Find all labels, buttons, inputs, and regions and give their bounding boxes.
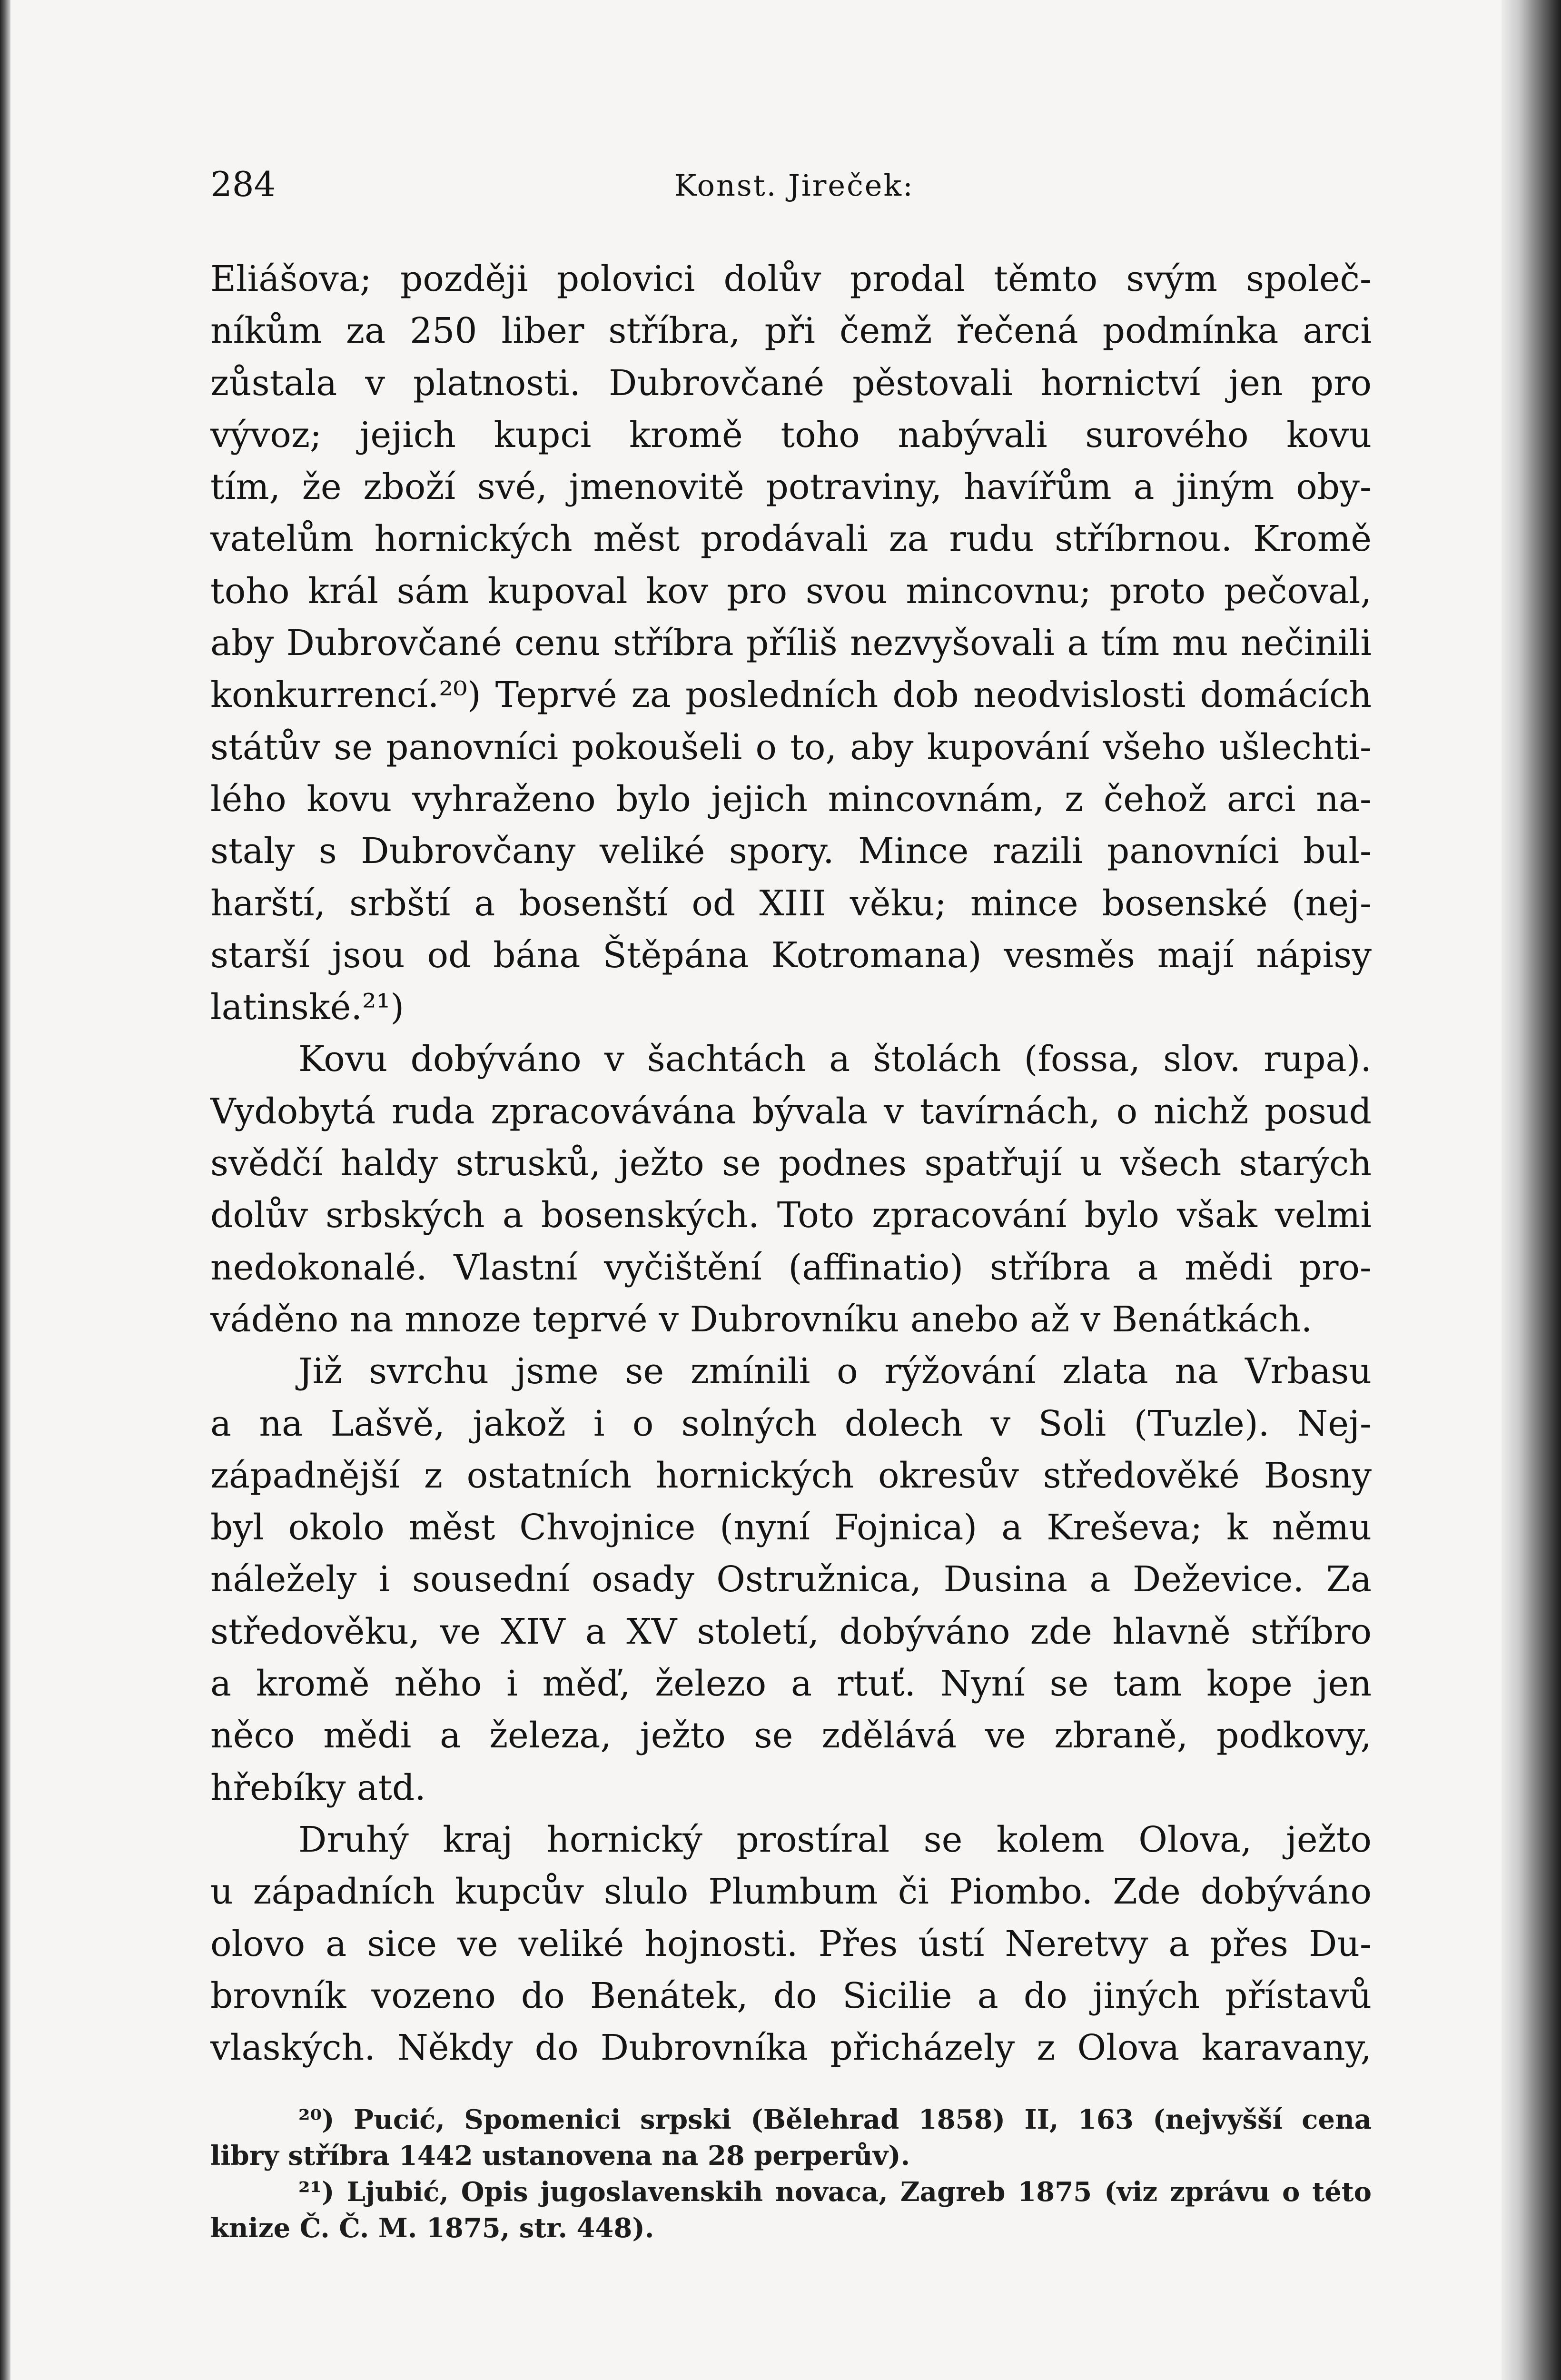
text-line: hřebíky atd. — [210, 1767, 426, 1808]
text-line: váděno na mnoze teprvé v Dubrovníku anebo až v Benátkách. — [210, 1299, 1313, 1340]
footnote-line: libry stříbra 1442 ustanovena na 28 perperův). — [210, 2140, 910, 2172]
text-line: staly s Dubrovčany veliké spory. Mince razili panovníci bul- — [210, 831, 1372, 872]
text-line: Druhý kraj hornický prostíral se kolem Olova, ježto — [298, 1819, 1372, 1860]
text-line: olovo a sice ve veliké hojnosti. Přes ústí Neretvy a přes Du- — [210, 1923, 1372, 1964]
footnote-line: ²⁰) Pucić, Spomenici srpski (Bělehrad 1858) II, 163 (nejvyšší cena — [298, 2104, 1372, 2135]
text-line: svědčí haldy strusků, ježto se podnes spatřují u všech starých — [210, 1143, 1372, 1184]
text-line: zůstala v platnosti. Dubrovčané pěstovali hornictví jen pro — [210, 362, 1372, 404]
page-number: 284 — [210, 164, 276, 204]
text-line: něco mědi a železa, ježto se zdělává ve zbraně, podkovy, — [210, 1715, 1372, 1756]
text-line: vlaských. Někdy do Dubrovníka přicházely z Olova karavany, — [210, 2027, 1372, 2069]
page-right-edge — [1502, 0, 1561, 2380]
text-line: nedokonalé. Vlastní vyčištění (affinatio) stříbra a mědi pro- — [210, 1247, 1372, 1288]
text-line: u západních kupcův slulo Plumbum či Piombo. Zde dobýváno — [210, 1871, 1372, 1913]
text-line: Eliášova; později polovici dolův prodal těmto svým společ- — [210, 258, 1372, 299]
text-line: a na Lašvě, jakož i o solných dolech v Soli (Tuzle). Nej- — [210, 1403, 1372, 1444]
text-line: konkurrencí.²⁰) Teprvé za posledních dob neodvislosti domácích — [210, 674, 1372, 716]
text-line: starší jsou od bána Štěpána Kotromana) vesměs mají nápisy — [210, 934, 1372, 976]
text-line: Již svrchu jsme se zmínili o rýžování zlata na Vrbasu — [298, 1351, 1372, 1392]
text-line: státův se panovníci pokoušeli o to, aby kupování všeho ušlechti- — [210, 726, 1372, 768]
running-head: Konst. Jireček: — [674, 168, 914, 203]
text-line: západnější z ostatních hornických okresův středověké Bosny — [210, 1455, 1372, 1496]
text-line: harští, srbští a bosenští od XIII věku; mince bosenské (nej- — [210, 883, 1372, 924]
text-line: středověku, ve XIV a XV století, dobýváno zde hlavně stříbro — [210, 1611, 1372, 1652]
text-line: vývoz; jejich kupci kromě toho nabývali surového kovu — [210, 414, 1372, 456]
text-line: latinské.²¹) — [210, 987, 405, 1028]
text-line: lého kovu vyhraženo bylo jejich mincovnám, z čehož arci na- — [210, 778, 1372, 820]
footnote-line: knize Č. Č. M. 1875, str. 448). — [210, 2212, 654, 2244]
text-line: Kovu dobýváno v šachtách a štolách (fossa, slov. rupa). — [298, 1039, 1372, 1080]
page-header — [210, 164, 1369, 207]
footnote-line: ²¹) Ljubić, Opis jugoslavenskih novaca, Zagreb 1875 (viz zprávu o této — [298, 2176, 1372, 2208]
text-line: níkům za 250 liber stříbra, při čemž řečená podmínka arci — [210, 310, 1372, 352]
text-line: byl okolo měst Chvojnice (nyní Fojnica) a Kreševa; k němu — [210, 1507, 1372, 1548]
page-left-edge — [0, 0, 10, 2380]
text-line: aby Dubrovčané cenu stříbra příliš nezvyšovali a tím mu nečinili — [210, 623, 1372, 664]
text-line: Vydobytá ruda zpracovávána bývala v tavírnách, o nichž posud — [210, 1091, 1372, 1132]
footnotes — [210, 2102, 1372, 2246]
text-line: vatelům hornických měst prodávali za rudu stříbrnou. Kromě — [210, 518, 1372, 560]
text-line: brovník vozeno do Benátek, do Sicilie a do jiných přístavů — [210, 1975, 1372, 2016]
text-line: dolův srbských a bosenských. Toto zpracování bylo však velmi — [210, 1195, 1372, 1236]
text-line: toho král sám kupoval kov pro svou mincovnu; proto pečoval, — [210, 570, 1372, 612]
text-line: a kromě něho i měď, železo a rtuť. Nyní se tam kope jen — [210, 1663, 1372, 1705]
body-text — [210, 253, 1372, 2074]
text-line: náležely i sousední osady Ostružnica, Dusina a Deževice. Za — [210, 1559, 1372, 1600]
text-line: tím, že zboží své, jmenovitě potraviny, havířům a jiným oby- — [210, 466, 1372, 508]
